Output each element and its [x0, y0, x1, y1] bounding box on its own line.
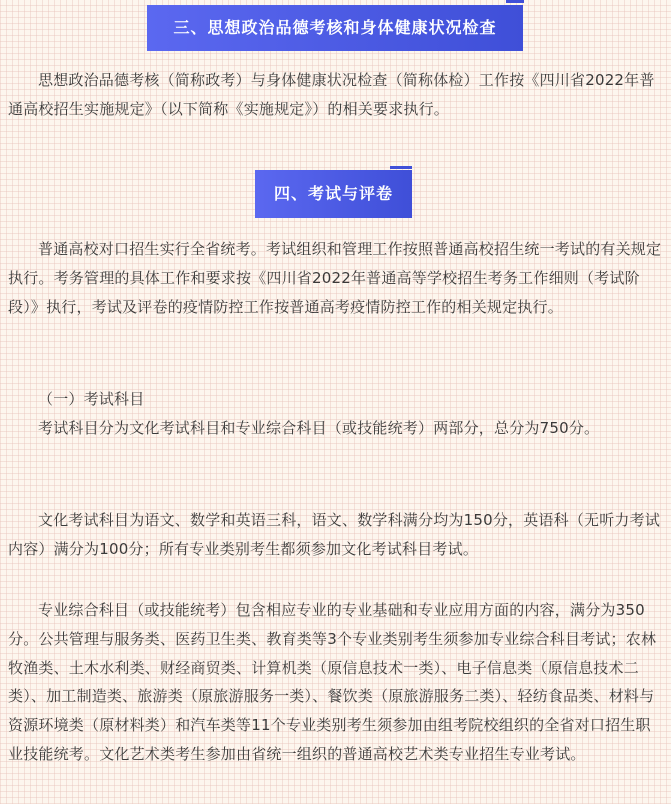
subsection1-para2: 文化考试科目为语文、数学和英语三科，语文、数学科满分均为150分，英语科（无听力考试内容）满分为100分；所有专业类别考生都须参加文化考试科目考试。 [8, 511, 661, 558]
section4-paragraph: 普通高校对口招生实行全省统考。考试组织和管理工作按照普通高校招生统一考试的有关规定执行。考务管理的具体工作和要求按《四川省2022年普通高等学校招生考务工作细则（考试阶段）》执行，考试及评卷的疫情防控工作按普通高考疫情防控工作的相关规定执行。 [8, 240, 662, 316]
section3-heading: 三、思想政治品德考核和身体健康状况检查 [147, 5, 523, 51]
section3-paragraph: 思想政治品德考核（简称政考）与身体健康状况检查（简称体检）工作按《四川省2022年普通高校招生实施规定》（以下简称《实施规定》）的相关要求执行。 [8, 71, 655, 118]
subsection1-title: （一）考试科目 [38, 390, 145, 408]
section4-heading: 四、考试与评卷 [255, 170, 412, 218]
subsection1-para3: 专业综合科目（或技能统考）包含相应专业的专业基础和专业应用方面的内容，满分为350分。公共管理与服务类、医药卫生类、教育类等3个专业类别考生须参加专业综合科目考试；农林牧渔类、土木水利类、财经商贸类、计算机类（原信息技术一类）、电子信息类（原信息技术二类）、加工制造类、旅游类（原旅游服务一类）、餐饮类（原旅游服务二类）、轻纺食品类、材料与资源环境类（原材料类）和汽车类等11个专业类别考生须参加由组考院校组织的全省对口招生职业技能统考。文化艺术类考生参加由省统一组织的普通高校艺术类专业招生专业考试。 [8, 601, 657, 763]
section3-heading-accent [506, 0, 524, 3]
section4-heading-accent [390, 166, 412, 169]
subsection1-para1: 考试科目分为文化考试科目和专业综合科目（或技能统考）两部分，总分为750分。 [38, 419, 600, 437]
